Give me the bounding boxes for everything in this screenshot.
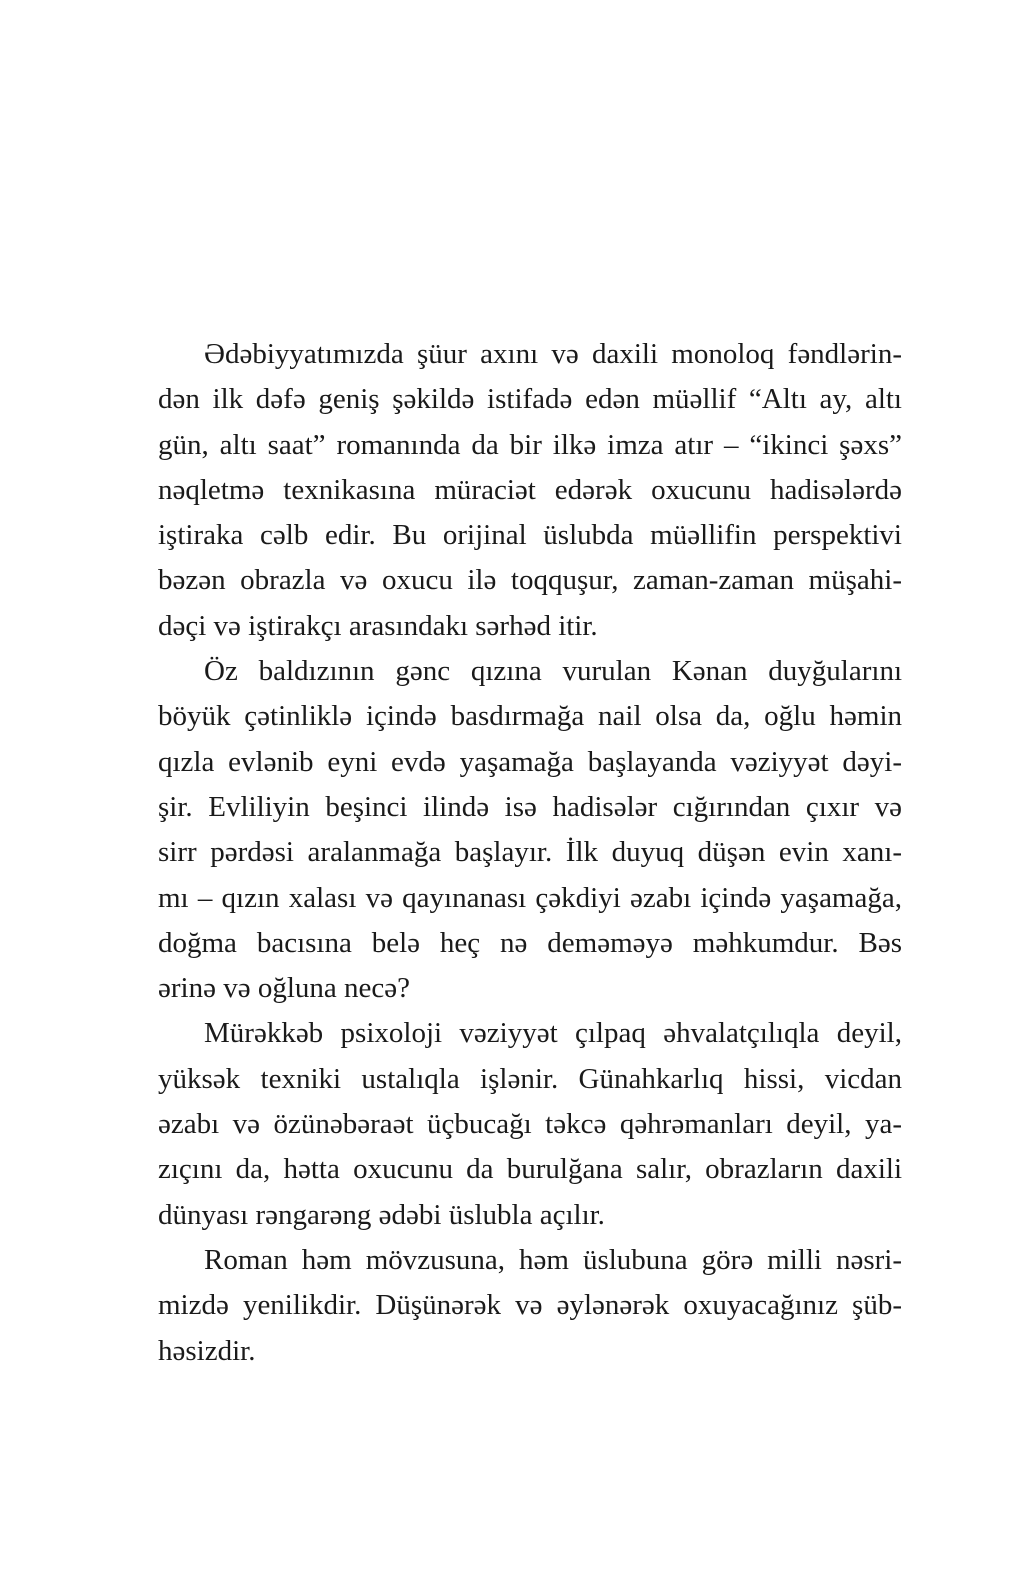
body-text [158, 332, 902, 1374]
text-line: ərinə və oğluna necə? [158, 972, 410, 1005]
text-line: əzabı və özünəbəraət üçbucağı təkcə qəhrəmanları deyil, ya- [158, 1108, 902, 1141]
text-line: şir. Evliliyin beşinci ilində isə hadisələr cığırından çıxır və [158, 790, 902, 823]
paragraph-3 [158, 1011, 902, 1237]
text-line: həsizdir. [158, 1334, 256, 1367]
text-line: zıçını da, hətta oxucunu da burulğana salır, obrazların daxili [158, 1153, 902, 1186]
text-line: yüksək texniki ustalıqla işlənir. Günahkarlıq hissi, vicdan [158, 1062, 902, 1095]
text-line: dəçi və iştirakçı arasındakı sərhəd itir. [158, 609, 598, 642]
text-line: gün, altı saat” romanında da bir ilkə imza atır – “ikinci şəxs” [158, 428, 902, 461]
paragraph-1 [158, 332, 902, 649]
text-line: sirr pərdəsi aralanmağa başlayır. İlk duyuq düşən evin xanı- [158, 836, 902, 869]
text-line: mizdə yenilikdir. Düşünərək və əylənərək oxuyacağınız şüb- [158, 1289, 902, 1322]
text-line: mı – qızın xalası və qayınanası çəkdiyi əzabı içində yaşamağa, [158, 881, 902, 914]
text-line: iştiraka cəlb edir. Bu orijinal üslubda müəllifin perspektivi [158, 519, 902, 552]
text-line: Mürəkkəb psixoloji vəziyyət çılpaq əhvalatçılıqla deyil, [204, 1017, 902, 1050]
text-line: bəzən obrazla və oxucu ilə toqquşur, zaman-zaman müşahi- [158, 564, 902, 597]
text-line: böyük çətinliklə içində basdırmağa nail olsa da, oğlu həmin [158, 700, 902, 733]
text-line: nəqletmə texnikasına müraciət edərək oxucunu hadisələrdə [158, 473, 902, 506]
text-line: dən ilk dəfə geniş şəkildə istifadə edən müəllif “Altı ay, altı [158, 383, 902, 416]
text-line: Ədəbiyyatımızda şüur axını və daxili monoloq fəndlərin- [204, 338, 902, 370]
text-line: dünyası rəngarəng ədəbi üslubla açılır. [158, 1198, 605, 1231]
paragraph-2 [158, 649, 902, 1011]
text-line: Roman həm mövzusuna, həm üslubuna görə milli nəsri- [204, 1243, 902, 1276]
text-line: doğma bacısına belə heç nə deməməyə məhkumdur. Bəs [158, 926, 902, 959]
paragraph-4 [158, 1238, 902, 1374]
text-line: Öz baldızının gənc qızına vurulan Kənan duyğularını [204, 655, 902, 688]
text-line: qızla evlənib eyni evdə yaşamağa başlayanda vəziyyət dəyi- [158, 745, 902, 778]
